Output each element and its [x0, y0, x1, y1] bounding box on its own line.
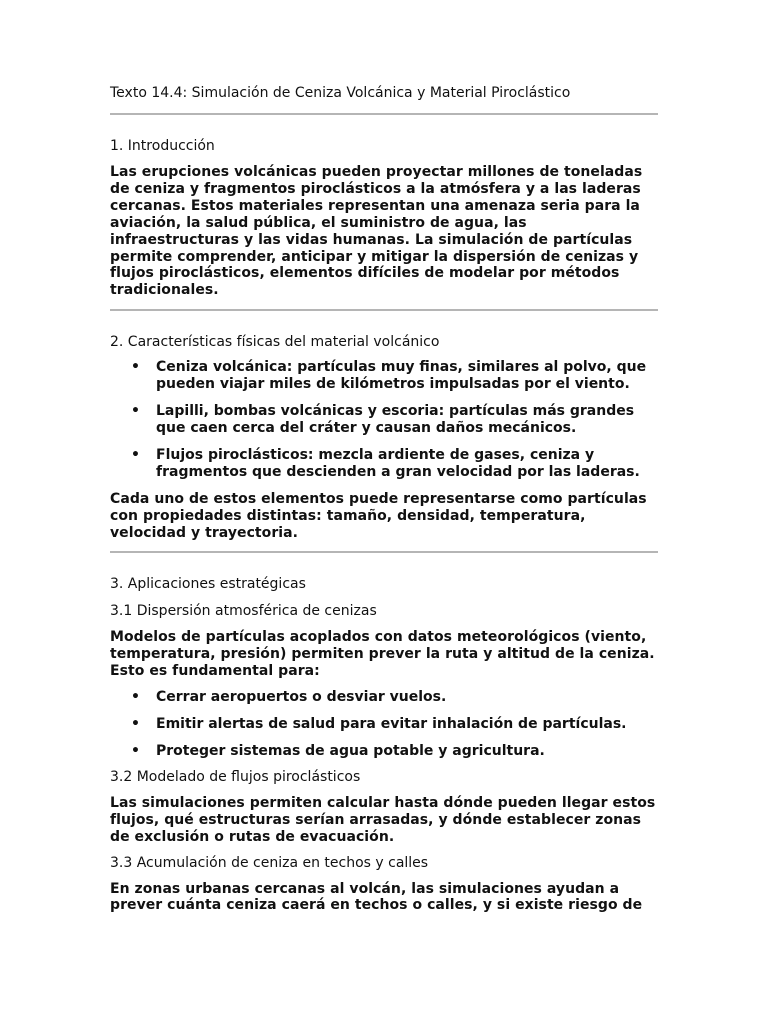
- subsection-heading-accumulation: 3.3 Acumulación de ceniza en techos y calles: [110, 854, 429, 871]
- list-item: [110, 716, 658, 733]
- section-heading-applications: 3. Aplicaciones estratégicas: [110, 576, 306, 593]
- list-item-text: Cerrar aeropuertos o desviar vuelos.: [156, 689, 447, 706]
- list-item: [110, 359, 658, 393]
- list-item: [110, 447, 658, 481]
- document-title: Texto 14.4: Simulación de Ceniza Volcánica y Material Piroclástico: [110, 85, 571, 101]
- atmospheric-list: [110, 689, 658, 760]
- bullet-icon: •: [131, 446, 140, 463]
- list-item-text: Emitir alertas de salud para evitar inhalación de partículas.: [156, 716, 627, 733]
- document-page: [110, 84, 658, 914]
- bullet-icon: •: [131, 742, 140, 759]
- atmospheric-paragraph: Modelos de partículas acoplados con datos meteorológicos (viento, temperatura, presión) permiten prever la ruta y altitud de la ceniza. Esto es fundamental para:: [110, 629, 655, 680]
- subsection-heading-pyroclastic: 3.2 Modelado de flujos piroclásticos: [110, 768, 361, 785]
- list-item-text: Ceniza volcánica: partículas muy finas, similares al polvo, que pueden viajar miles de kilómetros impulsadas por el viento.: [156, 359, 647, 393]
- list-item-text: Lapilli, bombas volcánicas y escoria: partículas más grandes que caen cerca del cráter y causan daños mecánicos.: [156, 403, 635, 436]
- subsection-heading-atmospheric: 3.1 Dispersión atmosférica de cenizas: [110, 603, 377, 620]
- bullet-icon: •: [131, 689, 140, 706]
- section-heading-introduction: 1. Introducción: [110, 138, 215, 154]
- list-item: [110, 743, 658, 760]
- bullet-icon: •: [131, 716, 140, 733]
- bullet-icon: •: [131, 403, 140, 420]
- pyroclastic-paragraph: Las simulaciones permiten calcular hasta dónde pueden llegar estos flujos, qué estructuras serían arrasadas, y dónde establecer zonas de exclusión o rutas de evacuación.: [110, 794, 656, 845]
- list-item-text: Proteger sistemas de agua potable y agricultura.: [156, 742, 545, 759]
- bullet-icon: •: [131, 359, 140, 376]
- section-heading-physical: 2. Características físicas del material volcánico: [110, 334, 440, 351]
- list-item: [110, 689, 658, 706]
- list-item-text: Flujos piroclásticos: mezcla ardiente de gases, ceniza y fragmentos que descienden a gran velocidad por las laderas.: [156, 446, 640, 480]
- accumulation-paragraph: En zonas urbanas cercanas al volcán, las simulaciones ayudan a prever cuánta ceniza caerá en techos o calles, y si existe riesgo de: [110, 880, 643, 914]
- list-item: [110, 403, 658, 437]
- physical-list: [110, 359, 658, 480]
- introduction-paragraph: Las erupciones volcánicas pueden proyectar millones de toneladas de ceniza y fragmentos piroclásticos a la atmósfera y a las laderas cercanas. Estos materiales representan una amenaza seria para la aviación, la salud pública, el suministro de agua, las infraestructuras y las vidas humanas. La simulación de partículas permite comprender, anticipar y mitigar la dispersión de cenizas y flujos piroclásticos, elementos difíciles de modelar por métodos tradicionales.: [110, 164, 643, 299]
- physical-paragraph: Cada uno de estos elementos puede representarse como partículas con propiedades distintas: tamaño, densidad, temperatura, velocidad y trayectoria.: [110, 490, 647, 541]
